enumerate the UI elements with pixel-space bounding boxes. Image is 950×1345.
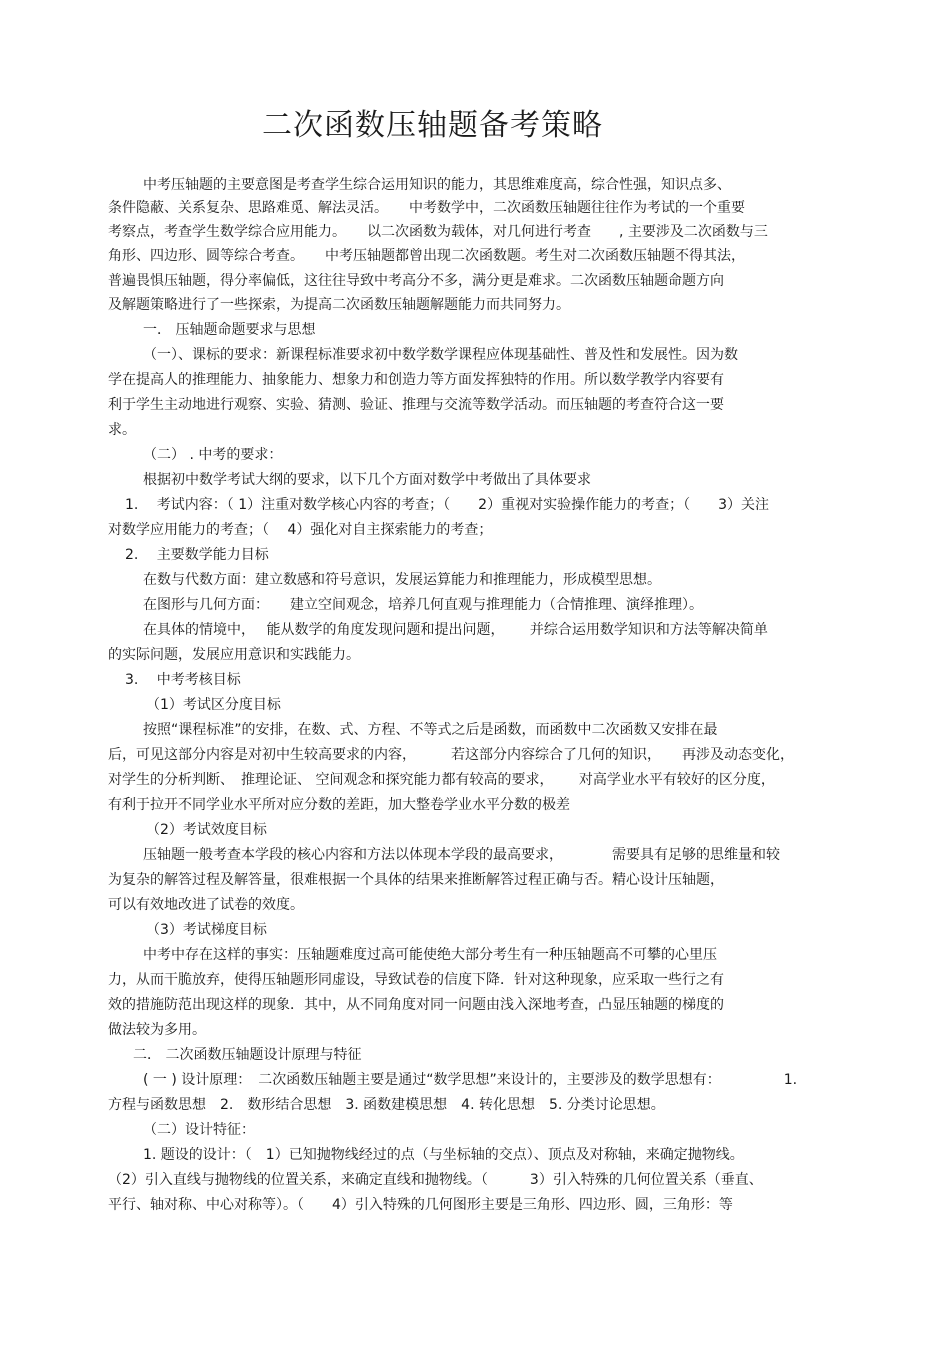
paragraph-line: 角形、四边形、圆等综合考查。 中考压轴题都曾出现二次函数题。考生对二次函数压轴题不得其法， [108, 248, 745, 264]
paragraph-line: 考察点，考查学生数学综合应用能力。 以二次函数为载体，对几何进行考查 , 主要涉及二次函数与三 [108, 224, 768, 240]
paragraph-line: 为复杂的解答过程及解答量，很难根据一个具体的结果来推断解答过程正确与否。精心设计压轴题， [108, 872, 724, 888]
paragraph-line: 求。 [108, 422, 136, 438]
paragraph-line: 压轴题一般考查本学段的核心内容和方法以体现本学段的最高要求， 需要具有足够的思维量和较 [143, 847, 780, 863]
paragraph-line: 对学生的分析判断、 推理论证、 空间观念和探究能力都有较高的要求， 对高学业水平有较好的区分度， [108, 772, 775, 788]
paragraph-line: 中考中存在这样的事实：压轴题难度过高可能使绝大部分考生有一种压轴题高不可攀的心里压 [143, 947, 717, 963]
paragraph-line: 在图形与几何方面： 建立空间观念，培养几何直观与推理能力（合情推理、演绎推理）。 [143, 597, 703, 613]
paragraph-line: 力，从而干脆放弃，使得压轴题形同虚设，导致试卷的信度下降．针对这种现象，应采取一些行之有 [108, 972, 724, 988]
paragraph-line: 1. 题设的设计：（ 1）已知抛物线经过的点（与坐标轴的交点）、顶点及对称轴，来确定抛物线。 [143, 1147, 744, 1163]
paragraph-line: 可以有效地改进了试卷的效度。 [108, 897, 304, 913]
paragraph-line: 在数与代数方面：建立数感和符号意识，发展运算能力和推理能力，形成模型思想。 [143, 572, 661, 588]
paragraph-line: 中考压轴题的主要意图是考查学生综合运用知识的能力，其思维难度高，综合性强，知识点多、 [143, 177, 731, 193]
paragraph-line: 条件隐蔽、关系复杂、思路难觅、解法灵活。 中考数学中，二次函数压轴题往往作为考试的一个重要 [108, 200, 745, 216]
section-heading: 一． 压轴题命题要求与思想 [143, 322, 316, 338]
paragraph-line: 按照“课程标准”的安排，在数、式、方程、不等式之后是函数，而函数中二次函数又安排在最 [143, 722, 718, 738]
paragraph-line: 学在提高人的推理能力、抽象能力、想象力和创造力等方面发挥独特的作用。所以数学教学内容要有 [108, 372, 724, 388]
paragraph-line: 对数学应用能力的考查；（ 4）强化对自主探索能力的考查； [108, 522, 493, 538]
paragraph-line: ( 一 ) 设计原理： 二次函数压轴题主要是通过“数学思想”来设计的，主要涉及的数学思想有： 1. [143, 1072, 798, 1088]
paragraph-line: 及解题策略进行了一些探索，为提高二次函数压轴题解题能力而共同努力。 [108, 297, 570, 313]
subsection-heading: （二）设计特征： [143, 1122, 255, 1138]
subsection-heading: （2）考试效度目标 [146, 822, 267, 838]
paragraph-line: 平行、轴对称、中心对称等）。（ 4）引入特殊的几何图形主要是三角形、四边形、圆，三角形：等 [108, 1197, 733, 1213]
paragraph-line: 效的措施防范出现这样的现象．其中，从不同角度对同一问题由浅入深地考查，凸显压轴题的梯度的 [108, 997, 724, 1013]
paragraph-line: 有利于拉开不同学业水平所对应分数的差距，加大整卷学业水平分数的极差 [108, 797, 570, 813]
paragraph-line: 普遍畏惧压轴题，得分率偏低，这往往导致中考高分不多，满分更是难求。二次函数压轴题命题方向 [108, 273, 724, 289]
list-item: 3. 中考考核目标 [125, 672, 241, 688]
paragraph-line: 方程与函数思想 2. 数形结合思想 3. 函数建模思想 4. 转化思想 5. 分类讨论思想。 [108, 1097, 665, 1113]
subsection-heading: （3）考试梯度目标 [146, 922, 267, 938]
list-item: 2. 主要数学能力目标 [125, 547, 269, 563]
paragraph-line: 的实际问题，发展应用意识和实践能力。 [108, 647, 360, 663]
paragraph-line: 根据初中数学考试大纲的要求，以下几个方面对数学中考做出了具体要求 [143, 472, 591, 488]
document-page: 二次函数压轴题备考策略 中考压轴题的主要意图是考查学生综合运用知识的能力，其思维难度高，综合性强，知识点多、 条件隐蔽、关系复杂、思路难觅、解法灵活。 中考数学中，二次函数压轴题往往作为考试的一个重要 考察点，考查学生数学综合应用能力。 以二次函数为载体，对几何进行考查 , 主要涉及二次函数与三 角形、四边形、圆等综合考查。 中考压轴题都曾出现二次函数题。考生对二次函数压轴题不得其法， 普遍畏惧压轴题，得分率偏低，这往往导致中考高分不多，满分更是难求。二次函数压轴题命题方向 及解题策略进行了一些探索，为提高二次函数压轴题解题能力而共同努力。 一． 压轴题命题要求与思想 （一）、课标的要求：新课程标准要求初中数学数学课程应体现基础性、普及性和发展性。因为数 学在提高人的推理能力、抽象能力、想象力和创造力等方面发挥独特的作用。所以数学教学内容要有 利于学生主动地进行观察、实验、猜测、验证、推理与交流等数学活动。而压轴题的考查符合这一要 求。 （二） . 中考的要求： 根据初中数学考试大纲的要求，以下几个方面对数学中考做出了具体要求 1. 考试内容：（ 1）注重对数学核心内容的考查；（ 2）重视对实验操作能力的考查；（ 3）关注 对数学应用能力的考查；（ 4）强化对自主探索能力的考查； 2. 主要数学能力目标 在数与代数方面：建立数感和符号意识，发展运算能力和推理能力，形成模型思想。 在图形与几何方面： 建立空间观念，培养几何直观与推理能力（合情推理、演绎推理）。 在具体的情境中， 能从数学的角度发现问题和提出问题， 并综合运用数学知识和方法等解决简单 的实际问题，发展应用意识和实践能力。 3. 中考考核目标 （1）考试区分度目标 按照“课程标准”的安排，在数、式、方程、不等式之后是函数，而函数中二次函数又安排在最 后，可见这部分内容是对初中生较高要求的内容， 若这部分内容综合了几何的知识， 再涉及动态变化， 对学生的分析判断、 推理论证、 空间观念和探究能力都有较高的要求， 对高学业水平有较好的区分度， 有利于拉开不同学业水平所对应分数的差距，加大整卷学业水平分数的极差 （2）考试效度目标 压轴题一般考查本学段的核心内容和方法以体现本学段的最高要求， 需要具有足够的思维量和较 为复杂的解答过程及解答量，很难根据一个具体的结果来推断解答过程正确与否。精心设计压轴题， 可以有效地改进了试卷的效度。 （3）考试梯度目标 中考中存在这样的事实：压轴题难度过高可能使绝大部分考生有一种压轴题高不可攀的心里压 力，从而干脆放弃，使得压轴题形同虚设，导致试卷的信度下降．针对这种现象，应采取一些行之有 效的措施防范出现这样的现象．其中，从不同角度对同一问题由浅入深地考查，凸显压轴题的梯度的 做法较为多用。 二． 二次函数压轴题设计原理与特征 ( 一 ) 设计原理： 二次函数压轴题主要是通过“数学思想”来设计的，主要涉及的数学思想有： 1. 方程与函数思想 2. 数形结合思想 3. 函数建模思想 4. 转化思想 5. 分类讨论思想。 （二）设计特征： 1. 题设的设计：（ 1）已知抛物线经过的点（与坐标轴的交点）、顶点及对称轴，来确定抛物线。 （2）引入直线与抛物线的位置关系，来确定直线和抛物线。（ 3）引入特殊的几何位置关系（垂直、 平行、轴对称、中心对称等）。（ 4）引入特殊的几何图形主要是三角形、四边形、圆，三角形：等 [108, 108, 798, 1213]
paragraph-line: 在具体的情境中， 能从数学的角度发现问题和提出问题， 并综合运用数学知识和方法等解决简单 [143, 622, 768, 638]
list-item: 1. 考试内容：（ 1）注重对数学核心内容的考查；（ 2）重视对实验操作能力的考查；（ 3）关注 [125, 497, 769, 513]
paragraph-line: 利于学生主动地进行观察、实验、猜测、验证、推理与交流等数学活动。而压轴题的考查符合这一要 [108, 397, 724, 413]
paragraph-line: （2）引入直线与抛物线的位置关系，来确定直线和抛物线。（ 3）引入特殊的几何位置关系（垂直、 [108, 1172, 763, 1188]
section-heading: 二． 二次函数压轴题设计原理与特征 [133, 1047, 362, 1063]
paragraph-line: （一）、课标的要求：新课程标准要求初中数学数学课程应体现基础性、普及性和发展性。因为数 [143, 347, 738, 363]
subsection-heading: （二） . 中考的要求： [143, 447, 283, 463]
subsection-heading: （1）考试区分度目标 [146, 697, 281, 713]
paragraph-line: 做法较为多用。 [108, 1022, 206, 1038]
paragraph-line: 后，可见这部分内容是对初中生较高要求的内容， 若这部分内容综合了几何的知识， 再涉及动态变化， [108, 747, 794, 763]
